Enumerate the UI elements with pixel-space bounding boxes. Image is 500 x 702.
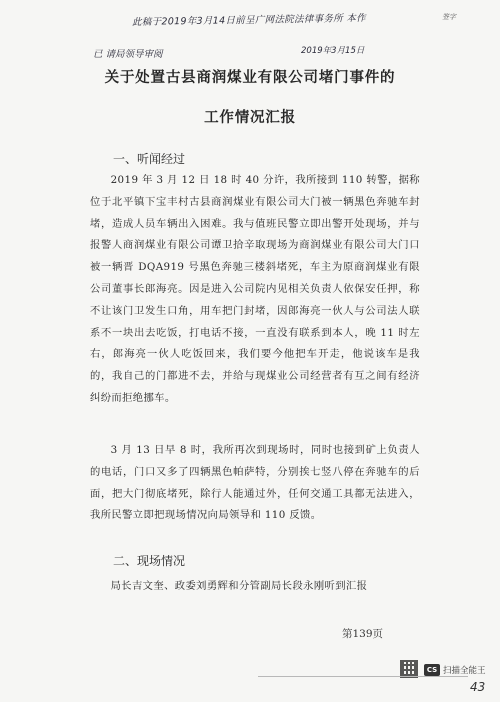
handwritten-note-line2: 已 请局领导审阅 bbox=[93, 49, 163, 60]
document-title-line2: 工作情况汇报 bbox=[204, 109, 296, 126]
page-number: 第139页 bbox=[342, 628, 384, 640]
handwritten-page-stamp: 43 bbox=[470, 680, 486, 694]
paragraph-2: 3 月 13 日早 8 时，我所再次到现场时，同时也接到矿上负责人的电话，门口又多了四辆黑色帕萨特，分别挨七竖八停在奔驰车的后面，把大门彻底堵死，除行人能通过外，任何交通工具都无法进入，我所民警立即把现场情况向局领导和 110 反馈。 bbox=[90, 444, 420, 522]
handwritten-note-date: 2019年3月15日 bbox=[301, 46, 365, 56]
camscanner-logo-icon: CS bbox=[424, 664, 440, 676]
handwritten-note-line1: 此稿于2019年3月14日前呈广网法院法律事务所 本作 bbox=[131, 12, 367, 29]
section-heading-1: 一、听闻经过 bbox=[113, 152, 186, 166]
document-title-line1: 关于处置古县商润煤业有限公司堵门事件的 bbox=[104, 69, 396, 86]
paragraph-3: 局长吉文奎、政委刘勇辉和分管副局长段永刚听到汇报 bbox=[110, 580, 368, 592]
section-heading-2: 二、现场情况 bbox=[113, 554, 186, 568]
handwritten-note-signature: 签字 bbox=[442, 13, 456, 21]
scanner-app-name: 扫描全能王 bbox=[443, 666, 486, 676]
divider-line bbox=[258, 676, 468, 677]
paragraph-1: 2019 年 3 月 12 日 18 时 40 分许，我所接到 110 转警，据称位于北平镇下宝丰村古县商润煤业有限公司大门被一辆黑色奔驰车封堵，造成人员车辆出入困难。我与值班民警立即出警开处现场，并与报警人商润煤业有限公司谭卫拾辛取现场为商润煤业有限公司大门口被一辆晋 DQA919 号黑色奔驰三楼斜堵死，车主为原商润煤业有限公司董事长郎海亮。因是进入公司院内见相关负责人依保安任押，称不让该门卫发生口角，用车把门封堵，因郎海亮一伙人与公司法人联系不一块出去吃饭，打电话不接，一直没有联系到本人，晚 11 时左右，郎海亮一伙人吃饭回来，我们要今他把车开走，他说该车是我的，我自己的门都进不去，并给与现煤业公司经营者有互之间有经济纠纷而拒绝挪车。 bbox=[90, 174, 420, 404]
